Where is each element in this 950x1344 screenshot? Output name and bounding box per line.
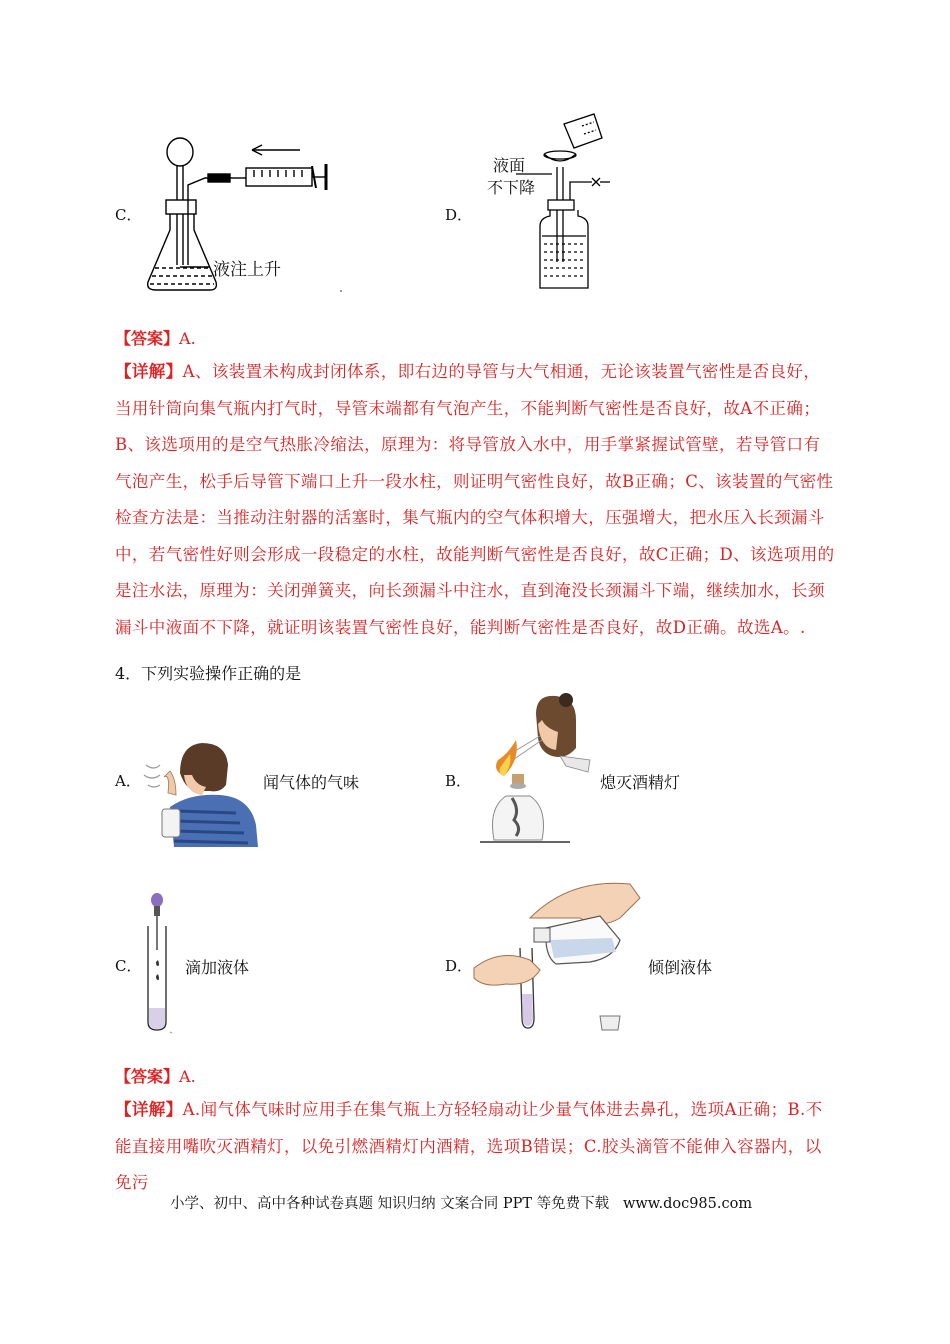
q4-option-d-label: D． [445,957,473,975]
q4-option-b-label: B． [445,772,472,790]
blowing-lamp-illustration [480,690,610,855]
question-4-stem: 4．下列实验操作正确的是 [115,664,302,683]
q4-option-c-caption: 滴加液体 [185,958,250,977]
q4-option-a-caption: 闻气体的气味 [263,773,360,792]
dropper-test-tube-illustration [140,890,180,1035]
option-d-label: D． [445,206,473,224]
q4-explanation: 【详解】A.闻气体气味时应用手在集气瓶上方轻轻扇动让少量气体进去鼻孔，选项A正确；B.不能直接用嘴吹灭酒精灯，以免引燃酒精灯内酒精，选项B错误；C.胶头滴管不能伸入容器内，以免污 [115,1100,823,1192]
page-footer: 小学、初中、高中各种试卷真题 知识归纳 文案合同 PPT 等免费下载 www.doc985.com [170,1196,753,1212]
smelling-gas-illustration [140,735,265,855]
q4-option-d-caption: 倾倒液体 [648,958,713,977]
bottle-funnel-diagram [530,112,630,292]
dot-mark [340,290,342,292]
q4-option-a-label: A． [115,772,141,790]
q4-answer: 【答案】A. [115,1067,196,1086]
option-c-annotation: 液注上升 [213,260,281,280]
q3-answer: 【答案】A. [115,329,196,348]
q3-explanation: 【详解】A、该装置未构成封闭体系，即右边的导管与大气相通，无论该装置气密性是否良好，当用针筒向集气瓶内打气时，导管末端都有气泡产生，不能判断气密性是否良好，故A不正确；B、该选项用的是空气热胀冷缩法，原理为：将导管放入水中，用手掌紧握试管壁，若导管口有气泡产生，松手后导管下端口上升一段水柱，则证明气密性良好，故B正确；C、该装置的气密性检查方法是：当推动注射器的活塞时，集气瓶内的空气体积增大，压强增大，把水压入长颈漏斗中，若气密性好则会形成一段稳定的水柱，故能判断气密性是否良好，故C正确；D、该选项用的是注水法，原理为：关闭弹簧夹，向长颈漏斗中注水，直到淹没长颈漏斗下端，继续加水，长颈漏斗中液面不下降，就证明该装置气密性良好，能判断气密性是否良好，故D正确。故选A。. [115,362,835,637]
option-d-annotation: 液面 不下降 [487,156,536,197]
pouring-liquid-illustration [470,878,645,1033]
option-c-label: C． [115,206,142,224]
q4-option-b-caption: 熄灭酒精灯 [600,773,681,792]
q4-option-c-label: C． [115,957,142,975]
